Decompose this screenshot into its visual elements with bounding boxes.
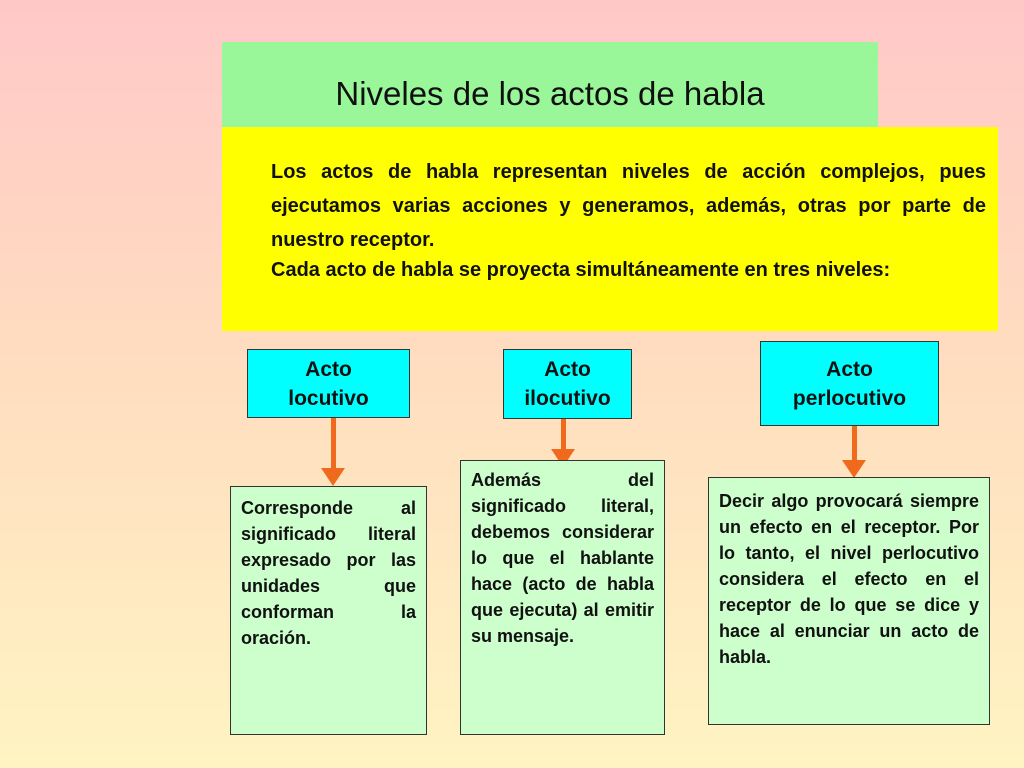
- level-box-ilocutivo: [503, 349, 632, 419]
- level-label-ilocutivo: Acto ilocutivo: [524, 358, 611, 410]
- level-description-perlocutivo: [708, 477, 990, 725]
- level-box-locutivo: [247, 349, 410, 418]
- level-description-text-perlocutivo: Decir algo provocará siempre un efecto en el receptor. Por lo tanto, el nivel perlocutivo considera el efecto en el receptor de lo que se dice y hace al enunciar un acto de habla.: [719, 491, 979, 667]
- intro-paragraph-1: Los actos de habla representan niveles de acción complejos, pues ejecutamos varias acciones y generamos, además, otras por parte de nuestro receptor.: [271, 161, 986, 251]
- level-label-perlocutivo: Acto perlocutivo: [792, 357, 907, 410]
- level-label-locutivo: Acto locutivo: [288, 357, 369, 410]
- level-box-perlocutivo: [760, 341, 939, 426]
- arrow-down-icon: [321, 418, 345, 486]
- level-description-locutivo: [230, 486, 427, 735]
- intro-paragraph-2: Cada acto de habla se proyecta simultáneamente en tres niveles:: [271, 259, 891, 281]
- arrow-down-icon: [842, 426, 866, 478]
- level-description-ilocutivo: [460, 460, 665, 735]
- level-description-text-locutivo: Corresponde al significado literal expresado por las unidades que conforman la oración.: [241, 498, 416, 648]
- intro-box: [222, 127, 998, 331]
- level-description-text-ilocutivo: Además del significado literal, debemos considerar lo que el hablante hace (acto de habla que ejecuta) al emitir su mensaje.: [471, 470, 654, 646]
- intro-text: [271, 155, 986, 285]
- title-box: [222, 42, 878, 128]
- page-title: Niveles de los actos de habla: [335, 75, 765, 112]
